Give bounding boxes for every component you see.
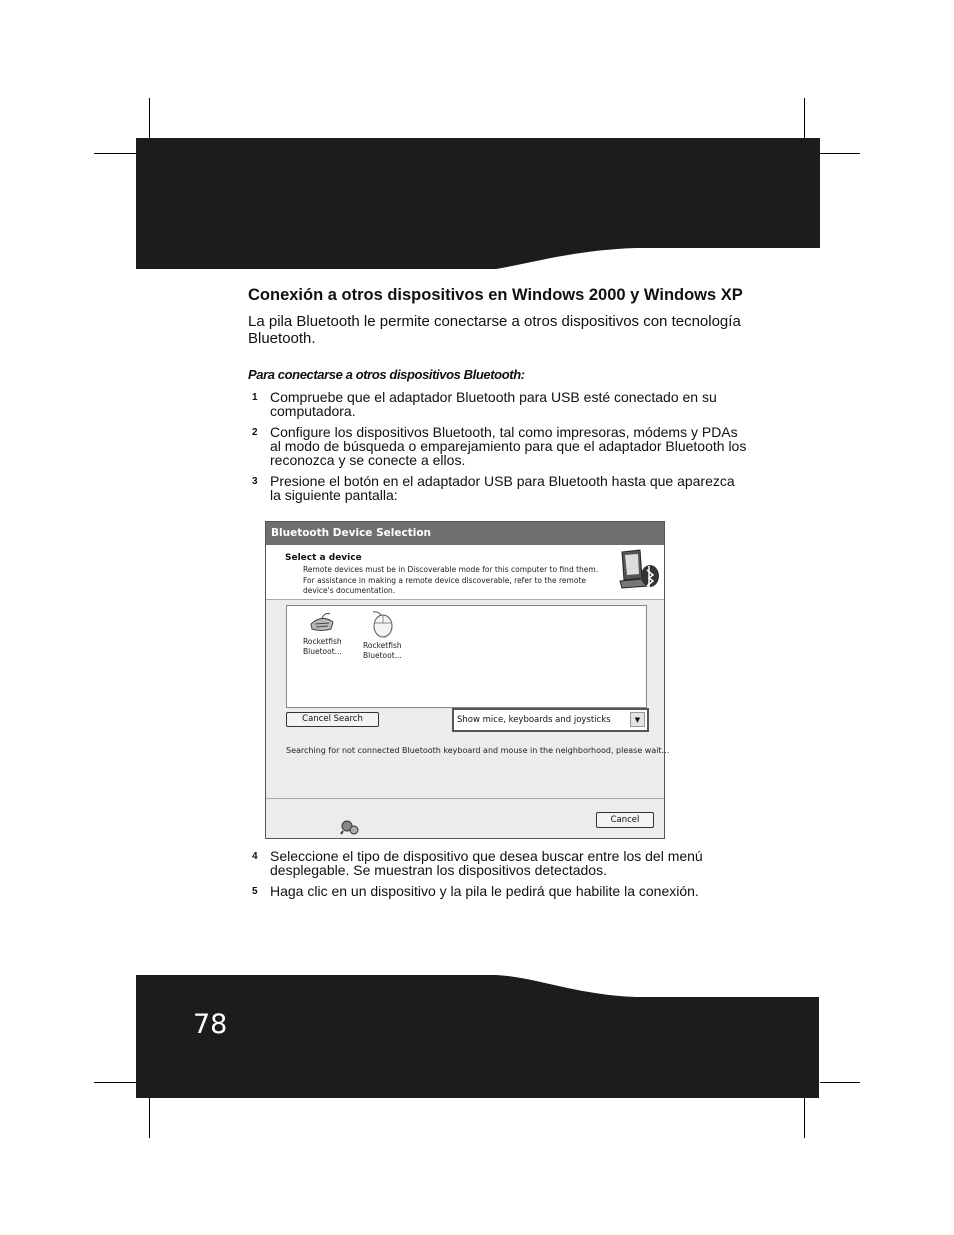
header-band	[136, 138, 820, 270]
cancel-button[interactable]: Cancel	[596, 812, 654, 828]
chevron-down-icon[interactable]: ▼	[630, 712, 645, 727]
subheading: Para conectarse a otros dispositivos Bluetooth:	[248, 367, 525, 382]
device-filter-value: Show mice, keyboards and joysticks	[457, 715, 611, 725]
intro-paragraph: La pila Bluetooth le permite conectarse a otros dispositivos con tecnología Bluetooth.	[248, 313, 741, 347]
bluetooth-device-selection-dialog	[265, 521, 670, 839]
cancel-search-button[interactable]: Cancel Search	[286, 712, 379, 727]
device-name: Rocketfish	[303, 637, 342, 646]
device-name-2: Bluetoot...	[303, 647, 342, 656]
device-filter-select[interactable]	[452, 708, 649, 732]
step-item	[248, 425, 748, 467]
crop-mark	[94, 153, 136, 154]
footer-divider	[266, 798, 664, 799]
step-number: 1	[252, 392, 258, 403]
crop-mark	[820, 153, 860, 154]
step-text: Presione el botón en el adaptador USB para Bluetooth hasta que aparezca la siguiente pantalla:	[270, 473, 735, 503]
step-text: Configure los dispositivos Bluetooth, tal como impresoras, módems y PDAs al modo de búsqueda o emparejamiento para que el adaptador Bluetooth los reconozca y se conecte a ellos.	[270, 424, 747, 468]
step-item	[248, 474, 748, 502]
step-number: 4	[252, 851, 258, 862]
step-item	[248, 884, 748, 898]
steps-list-2	[248, 849, 748, 905]
step-text: Compruebe que el adaptador Bluetooth para USB esté conectado en su computadora.	[270, 389, 717, 419]
crop-mark	[149, 98, 150, 138]
page-number: 78	[193, 1009, 228, 1040]
device-item[interactable]	[353, 610, 411, 661]
header-description: Remote devices must be in Discoverable mode for this computer to find them. For assistance in making a remote device discoverable, refer to the remote device's documentation.	[303, 565, 599, 595]
crop-mark	[804, 98, 805, 138]
device-list[interactable]	[286, 605, 647, 708]
crop-mark	[149, 1098, 150, 1138]
footer-band	[136, 975, 819, 1098]
step-text: Seleccione el tipo de dispositivo que desea buscar entre los del menú desplegable. Se muestran los dispositivos detectados.	[270, 848, 703, 878]
section-heading: Conexión a otros dispositivos en Windows 2000 y Windows XP	[248, 286, 743, 304]
main-content	[248, 286, 748, 509]
step-item	[248, 390, 748, 418]
steps-list-1	[248, 390, 748, 502]
mouse-icon	[369, 610, 395, 638]
dialog-header	[266, 545, 664, 600]
step-item	[248, 849, 748, 877]
device-name: Rocketfish	[363, 641, 402, 650]
dialog-title: Bluetooth Device Selection	[266, 522, 664, 545]
crop-mark	[804, 1098, 805, 1138]
crop-mark	[820, 1082, 860, 1083]
step-text: Haga clic en un dispositivo y la pila le pedirá que habilite la conexión.	[270, 883, 699, 899]
bluetooth-search-icon	[339, 818, 361, 836]
header-title: Select a device	[285, 553, 362, 563]
search-status: Searching for not connected Bluetooth keyboard and mouse in the neighborhood, please wait...	[286, 746, 670, 755]
step-number: 3	[252, 476, 258, 487]
bluetooth-computer-icon	[618, 548, 660, 592]
device-item[interactable]	[293, 610, 351, 657]
crop-mark	[94, 1082, 136, 1083]
keyboard-icon	[309, 610, 335, 634]
step-number: 5	[252, 886, 258, 897]
step-number: 2	[252, 427, 258, 438]
device-name-2: Bluetoot...	[363, 651, 402, 660]
